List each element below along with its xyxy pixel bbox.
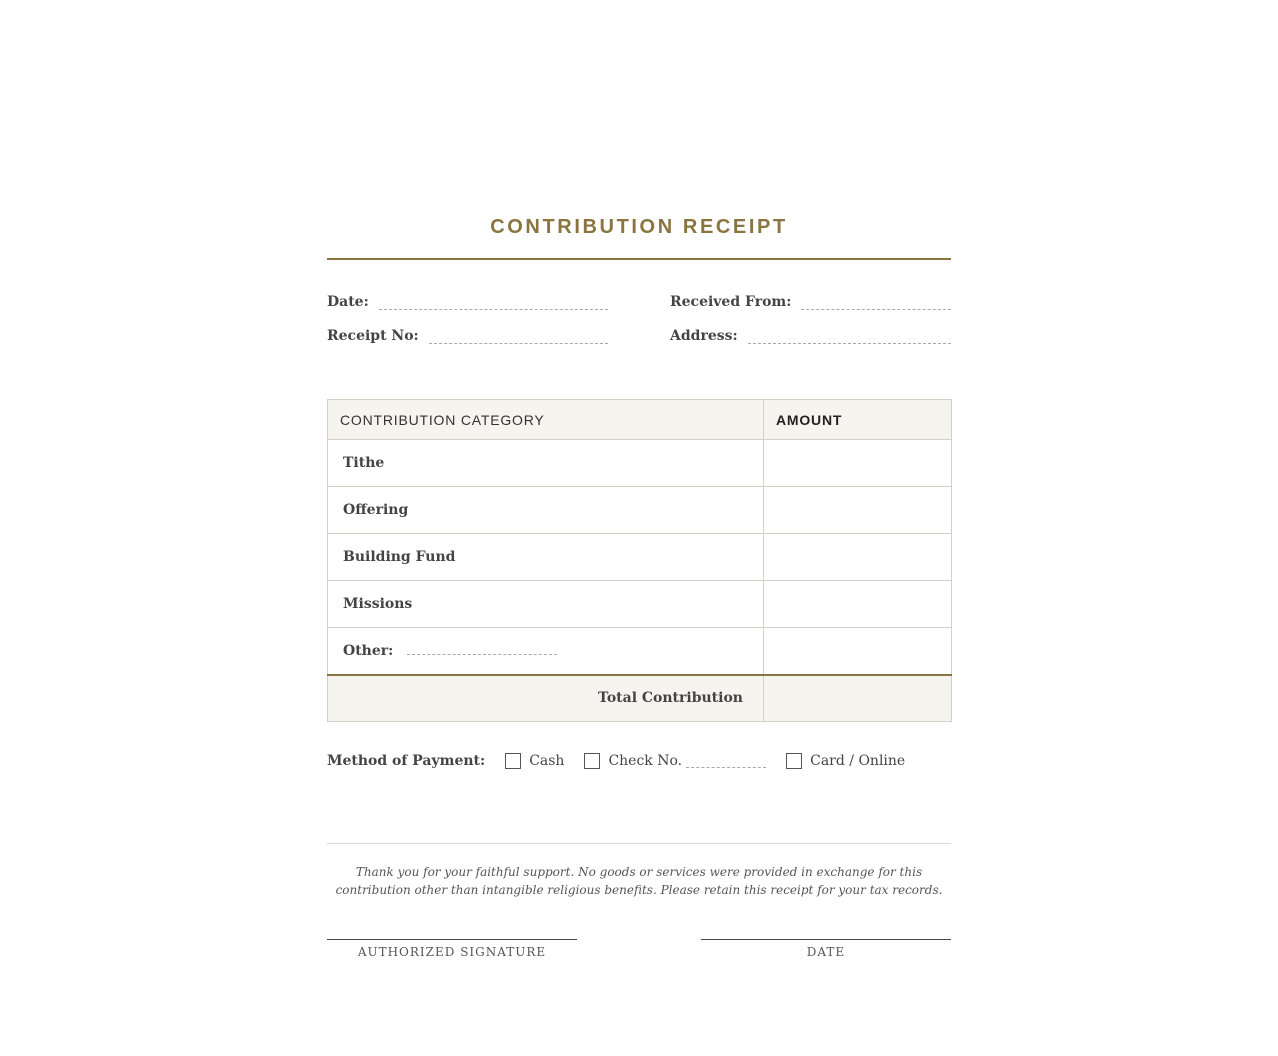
tax-note: Thank you for your faithful support. No goods or services were provided in exchange for this contribution other than intangible religious benefits. Please retain this receipt for your tax records.: [335, 865, 943, 897]
payment-method: [327, 752, 925, 770]
table-row: [328, 628, 952, 675]
category-column-header: CONTRIBUTION CATEGORY: [328, 400, 764, 440]
title-divider: [327, 258, 951, 260]
check-checkbox[interactable]: [584, 753, 600, 769]
authorized-signature-line[interactable]: [327, 939, 577, 959]
category-building-fund: Building Fund: [328, 534, 764, 581]
amount-cell-offering[interactable]: [764, 487, 952, 534]
total-amount-cell[interactable]: [764, 675, 952, 722]
category-missions: Missions: [328, 581, 764, 628]
receipt-no-input-line[interactable]: [429, 343, 608, 344]
category-tithe: Tithe: [328, 440, 764, 487]
address-label: Address:: [670, 328, 738, 344]
payment-method-label: Method of Payment:: [327, 753, 486, 769]
total-row: [328, 675, 952, 722]
address-field: [670, 322, 951, 344]
authorized-signature-label: AUTHORIZED SIGNATURE: [357, 945, 547, 959]
cash-checkbox[interactable]: [505, 753, 521, 769]
amount-cell-other[interactable]: [764, 628, 952, 675]
table-row: [328, 534, 952, 581]
signature-date-label: DATE: [806, 945, 846, 959]
date-label: Date:: [327, 294, 369, 310]
card-online-option-label: Card / Online: [810, 753, 906, 769]
amount-cell-tithe[interactable]: [764, 440, 952, 487]
contribution-table: [327, 399, 952, 722]
address-input-line[interactable]: [748, 343, 951, 344]
cash-option-label: Cash: [529, 753, 565, 769]
table-row: [328, 487, 952, 534]
signature-date-line[interactable]: [701, 939, 951, 959]
contribution-receipt: [327, 200, 951, 959]
date-field: [327, 288, 608, 310]
receipt-no-label: Receipt No:: [327, 328, 419, 344]
date-input-line[interactable]: [379, 309, 608, 310]
total-contribution-label: Total Contribution: [328, 675, 764, 722]
amount-cell-missions[interactable]: [764, 581, 952, 628]
receipt-title: CONTRIBUTION RECEIPT: [490, 216, 788, 238]
footer-divider: [327, 843, 951, 844]
card-online-checkbox[interactable]: [786, 753, 802, 769]
check-option-label: Check No.: [608, 753, 683, 769]
amount-column-header: AMOUNT: [764, 400, 952, 440]
receipt-no-field: [327, 322, 608, 344]
table-row: [328, 581, 952, 628]
received-from-input-line[interactable]: [801, 309, 951, 310]
table-header-row: [328, 400, 952, 440]
check-number-input-line[interactable]: [686, 767, 766, 768]
other-input-line[interactable]: [407, 654, 557, 655]
table-row: [328, 440, 952, 487]
category-other: [328, 628, 764, 675]
category-offering: Offering: [328, 487, 764, 534]
received-from-label: Received From:: [670, 294, 792, 310]
amount-cell-building-fund[interactable]: [764, 534, 952, 581]
received-from-field: [670, 288, 951, 310]
other-label: Other:: [343, 642, 394, 659]
